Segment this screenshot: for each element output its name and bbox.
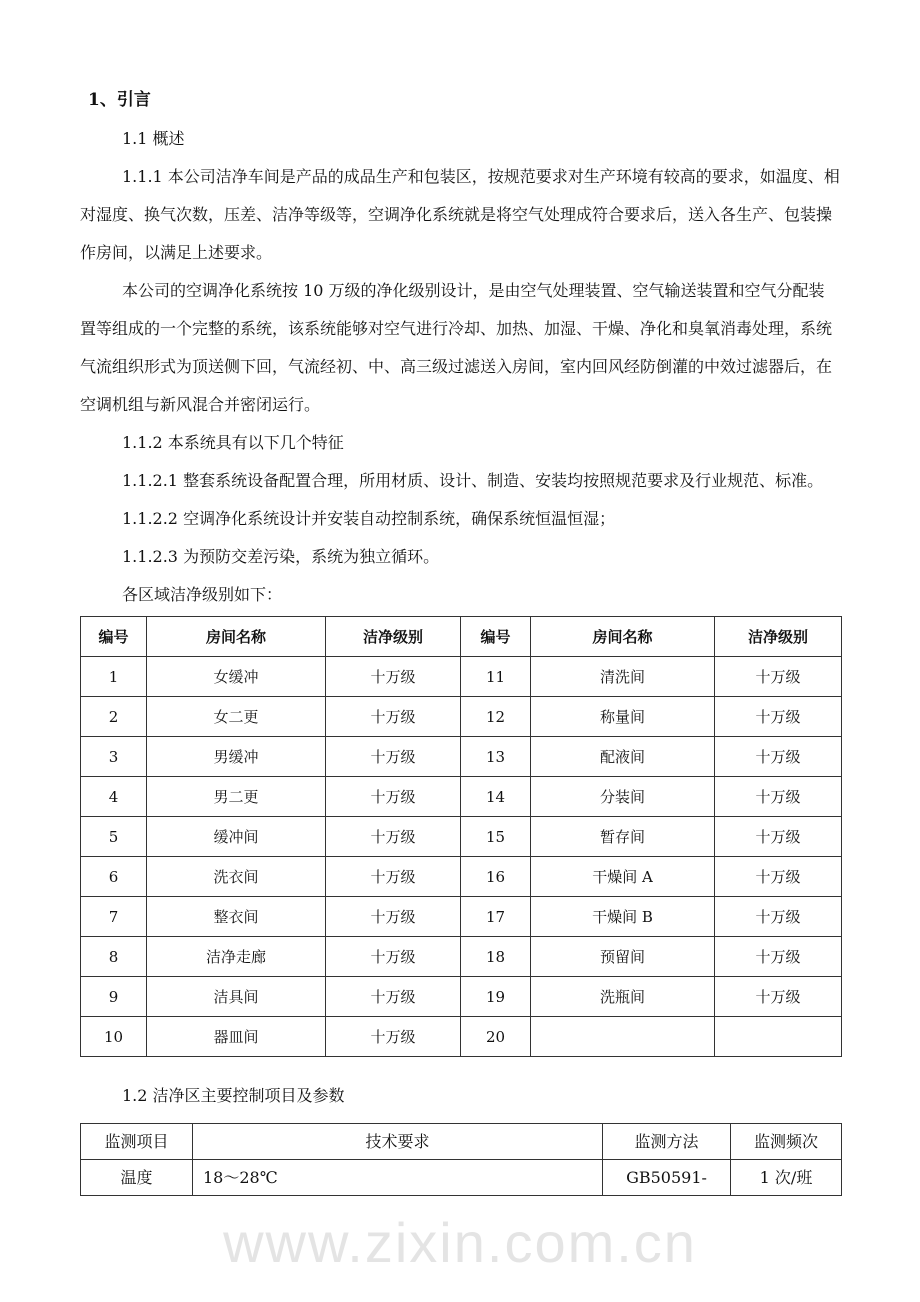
table-row [81,937,842,977]
table-cell: 十万级 [326,977,461,1017]
table-cell: 十万级 [715,897,842,937]
table-cell: 5 [81,817,147,857]
column-header: 房间名称 [531,617,715,657]
table-cell: 3 [81,737,147,777]
table-row [81,697,842,737]
paragraph: 各区域洁净级别如下： [122,585,283,604]
table-cell: 11 [461,657,531,697]
table-cell: 十万级 [326,817,461,857]
column-header: 监测频次 [731,1124,842,1160]
table-cell: 洁净走廊 [147,937,326,977]
table-cell: 分装间 [531,777,715,817]
table-cell: 十万级 [326,1017,461,1057]
table-cell: 1 [81,657,147,697]
table-cell: 十万级 [715,937,842,977]
table-cell: 20 [461,1017,531,1057]
spacer [80,1057,840,1077]
table-cell: 器皿间 [147,1017,326,1057]
table-cell: 清洗间 [531,657,715,697]
paragraph: 1.1.2.2 空调净化系统设计并安装自动控制系统，确保系统恒温恒湿； [122,509,616,528]
table-cell: 称量间 [531,697,715,737]
table-cell: 10 [81,1017,147,1057]
table-cell: 预留间 [531,937,715,977]
section-heading: 1、引言 [88,90,151,110]
table-cell: 十万级 [715,817,842,857]
table-row [81,817,842,857]
column-header: 监测项目 [81,1124,193,1160]
paragraph: 1.1.2.3 为预防交差污染，系统为独立循环。 [122,547,440,566]
table-cell: GB50591- [603,1160,731,1196]
table-row [81,1160,842,1196]
column-header: 编号 [461,617,531,657]
table-header-row [81,1124,842,1160]
table-cell: 温度 [81,1160,193,1196]
paragraph: 1.1.1 本公司洁净车间是产品的成品生产和包装区，按规范要求对生产环境有较高的要求，如温度、相对湿度、换气次数，压差、洁净等级等，空调净化系统就是将空气处理成符合要求后，送入各生产、包装操作房间，以满足上述要求。 [80,167,840,262]
table-row [81,657,842,697]
table-cell: 十万级 [326,657,461,697]
table-cell: 缓冲间 [147,817,326,857]
table-cell: 8 [81,937,147,977]
table-cell: 7 [81,897,147,937]
table-cell: 13 [461,737,531,777]
table-cell: 十万级 [326,737,461,777]
column-header: 洁净级别 [715,617,842,657]
column-header: 房间名称 [147,617,326,657]
paragraph: 本公司的空调净化系统按 10 万级的净化级别设计，是由空气处理装置、空气输送装置和空气分配装置等组成的一个完整的系统，该系统能够对空气进行冷却、加热、加湿、干燥、净化和臭氧消毒处理，系统气流组织形式为顶送侧下回，气流经初、中、高三级过滤送入房间，室内回风经防倒灌的中效过滤器后，在空调机组与新风混合并密闭运行。 [80,281,833,414]
table-cell: 十万级 [715,977,842,1017]
table-cell: 十万级 [715,697,842,737]
table-cell: 洗瓶间 [531,977,715,1017]
table-row [81,977,842,1017]
table-cell: 十万级 [715,657,842,697]
subsection-title: 1.1 概述 [122,129,185,148]
table-cell: 1 次/班 [731,1160,842,1196]
table-row [81,777,842,817]
table-cell: 十万级 [715,737,842,777]
table-header-row [81,617,842,657]
table-cell: 男缓冲 [147,737,326,777]
table-cell: 14 [461,777,531,817]
table-cell: 十万级 [715,857,842,897]
subsection-title: 1.2 洁净区主要控制项目及参数 [122,1086,345,1105]
table-cell: 4 [81,777,147,817]
table-cell: 12 [461,697,531,737]
table-cell: 9 [81,977,147,1017]
table-cell: 十万级 [326,857,461,897]
column-header: 洁净级别 [326,617,461,657]
cleanliness-table [80,616,842,1057]
table-cell: 16 [461,857,531,897]
table-cell: 19 [461,977,531,1017]
table-cell: 十万级 [326,777,461,817]
table-cell: 洁具间 [147,977,326,1017]
table-cell: 6 [81,857,147,897]
table-cell: 18 [461,937,531,977]
watermark: www.zixin.com.cn [223,1211,697,1274]
table-cell: 2 [81,697,147,737]
table-row [81,857,842,897]
table-cell: 十万级 [326,897,461,937]
table-row [81,1017,842,1057]
table-row [81,897,842,937]
table-cell: 配液间 [531,737,715,777]
column-header: 技术要求 [193,1124,603,1160]
table-cell [715,1017,842,1057]
column-header: 监测方法 [603,1124,731,1160]
table-cell: 干燥间 A [531,857,715,897]
table-cell: 整衣间 [147,897,326,937]
table-cell: 男二更 [147,777,326,817]
table-cell: 洗衣间 [147,857,326,897]
paragraph: 1.1.2.1 整套系统设备配置合理，所用材质、设计、制造、安装均按照规范要求及行业规范、标准。 [122,471,824,490]
table-cell: 女二更 [147,697,326,737]
table-row [81,737,842,777]
table-cell: 女缓冲 [147,657,326,697]
column-header: 编号 [81,617,147,657]
table-cell: 15 [461,817,531,857]
table-cell: 17 [461,897,531,937]
table-cell: 十万级 [326,697,461,737]
table-cell: 暂存间 [531,817,715,857]
table-cell: 十万级 [715,777,842,817]
control-parameters-table [80,1123,842,1196]
table-cell: 十万级 [326,937,461,977]
table-cell: 18～28℃ [193,1160,603,1196]
table-cell: 干燥间 B [531,897,715,937]
table-cell [531,1017,715,1057]
paragraph: 1.1.2 本系统具有以下几个特征 [122,433,344,452]
